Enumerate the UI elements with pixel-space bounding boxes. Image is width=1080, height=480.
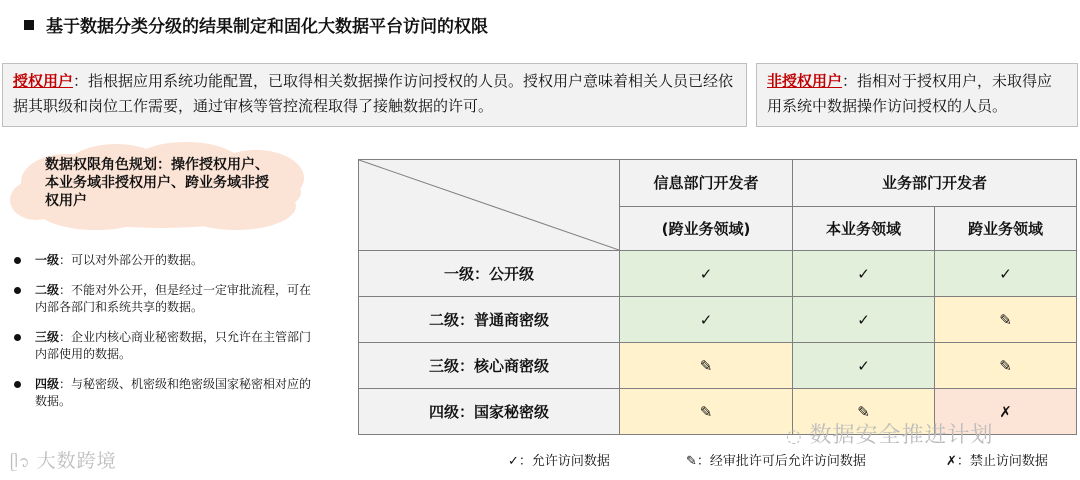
header-biz-dept: 业务部门开发者 xyxy=(793,160,1077,207)
legend-allow-text: ：允许访问数据 xyxy=(518,454,610,469)
row-label: 三级：核心商密级 xyxy=(359,343,620,389)
cross-icon: ✗ xyxy=(935,389,1077,435)
legend-deny xyxy=(946,450,1048,469)
check-icon: ✓ xyxy=(620,251,793,297)
level-list xyxy=(14,252,314,423)
pencil-icon: ✎ xyxy=(686,454,697,469)
check-icon: ✓ xyxy=(793,251,935,297)
pencil-icon: ✎ xyxy=(935,297,1077,343)
row-label: 二级：普通商密级 xyxy=(359,297,620,343)
watermark-right xyxy=(786,418,993,449)
pencil-icon: ✎ xyxy=(935,343,1077,389)
watermark-right-text: 数据安全推进计划 xyxy=(809,423,994,448)
bullet-dot-icon xyxy=(14,381,21,388)
authorized-user-text: ：指根据应用系统功能配置，已取得相关数据操作访问授权的人员。授权用户意味着相关人员已经依据其职级和岗位工作需要，通过审核等管控流程取得了接触数据的许可。 xyxy=(13,72,734,115)
watermark-logo-icon: ᥫ᭡ xyxy=(10,452,37,471)
table-row xyxy=(359,297,1077,343)
legend-allow xyxy=(508,450,610,469)
level-name: 二级 xyxy=(35,283,60,297)
row-label: 四级：国家秘密级 xyxy=(359,389,620,435)
check-icon: ✓ xyxy=(620,297,793,343)
level-desc: ：与秘密级、机密级和绝密级国家秘密相对应的数据。 xyxy=(35,377,312,408)
cross-icon: ✗ xyxy=(946,454,957,469)
unauthorized-user-term: 非授权用户 xyxy=(767,72,843,90)
check-icon: ✓ xyxy=(508,454,519,469)
header-info-cross-domain: (跨业务领域) xyxy=(620,206,793,251)
bullet-dot-icon xyxy=(14,334,21,341)
page-title xyxy=(24,12,488,37)
legend-approve-text: ：经审批许可后允许访问数据 xyxy=(696,454,866,469)
watermark-left-text: 大数跨境 xyxy=(36,450,117,472)
wechat-icon: ◌ xyxy=(786,426,810,447)
permission-matrix xyxy=(358,159,1077,435)
unauthorized-user-text: ：指相对于授权用户，未取得应用系统中数据操作访问授权的人员。 xyxy=(767,72,1053,115)
authorized-user-term: 授权用户 xyxy=(13,72,74,90)
title-text: 基于数据分类分级的结果制定和固化大数据平台访问的权限 xyxy=(46,17,488,37)
pencil-icon: ✎ xyxy=(793,389,935,435)
table-row xyxy=(359,251,1077,297)
bullet-dot-icon xyxy=(14,287,21,294)
list-item xyxy=(14,282,314,316)
level-desc: ：可以对外部公开的数据。 xyxy=(59,253,204,267)
legend-deny-text: ：禁止访问数据 xyxy=(956,454,1048,469)
table-row xyxy=(359,343,1077,389)
level-desc: ：不能对外公开，但是经过一定审批流程，可在内部各部门和系统共享的数据。 xyxy=(35,283,312,314)
bullet-dot-icon xyxy=(14,257,21,264)
level-desc: ：企业内核心商业秘密数据，只允许在主管部门内部使用的数据。 xyxy=(35,330,312,361)
check-icon: ✓ xyxy=(935,251,1077,297)
check-icon: ✓ xyxy=(793,343,935,389)
row-label: 一级：公开级 xyxy=(359,251,620,297)
pencil-icon: ✎ xyxy=(620,343,793,389)
watermark-left xyxy=(10,446,117,479)
level-name: 三级 xyxy=(35,330,60,344)
header-info-dept: 信息部门开发者 xyxy=(620,160,793,207)
legend-approve xyxy=(686,450,866,469)
header-biz-same-domain: 本业务领域 xyxy=(793,206,935,251)
header-biz-cross-domain: 跨业务领域 xyxy=(935,206,1077,251)
cloud-callout-text: 数据权限角色规划：操作授权用户、本业务域非授权用户、跨业务域非授权用户 xyxy=(45,157,269,209)
pencil-icon: ✎ xyxy=(620,389,793,435)
list-item xyxy=(14,329,314,363)
unauthorized-user-definition xyxy=(756,63,1078,127)
level-name: 一级 xyxy=(35,253,60,267)
authorized-user-definition xyxy=(2,63,747,127)
check-icon: ✓ xyxy=(793,297,935,343)
list-item xyxy=(14,376,314,410)
matrix-corner-cell xyxy=(359,160,620,251)
level-name: 四级 xyxy=(35,377,60,391)
list-item xyxy=(14,252,314,269)
square-bullet-icon xyxy=(24,20,34,30)
